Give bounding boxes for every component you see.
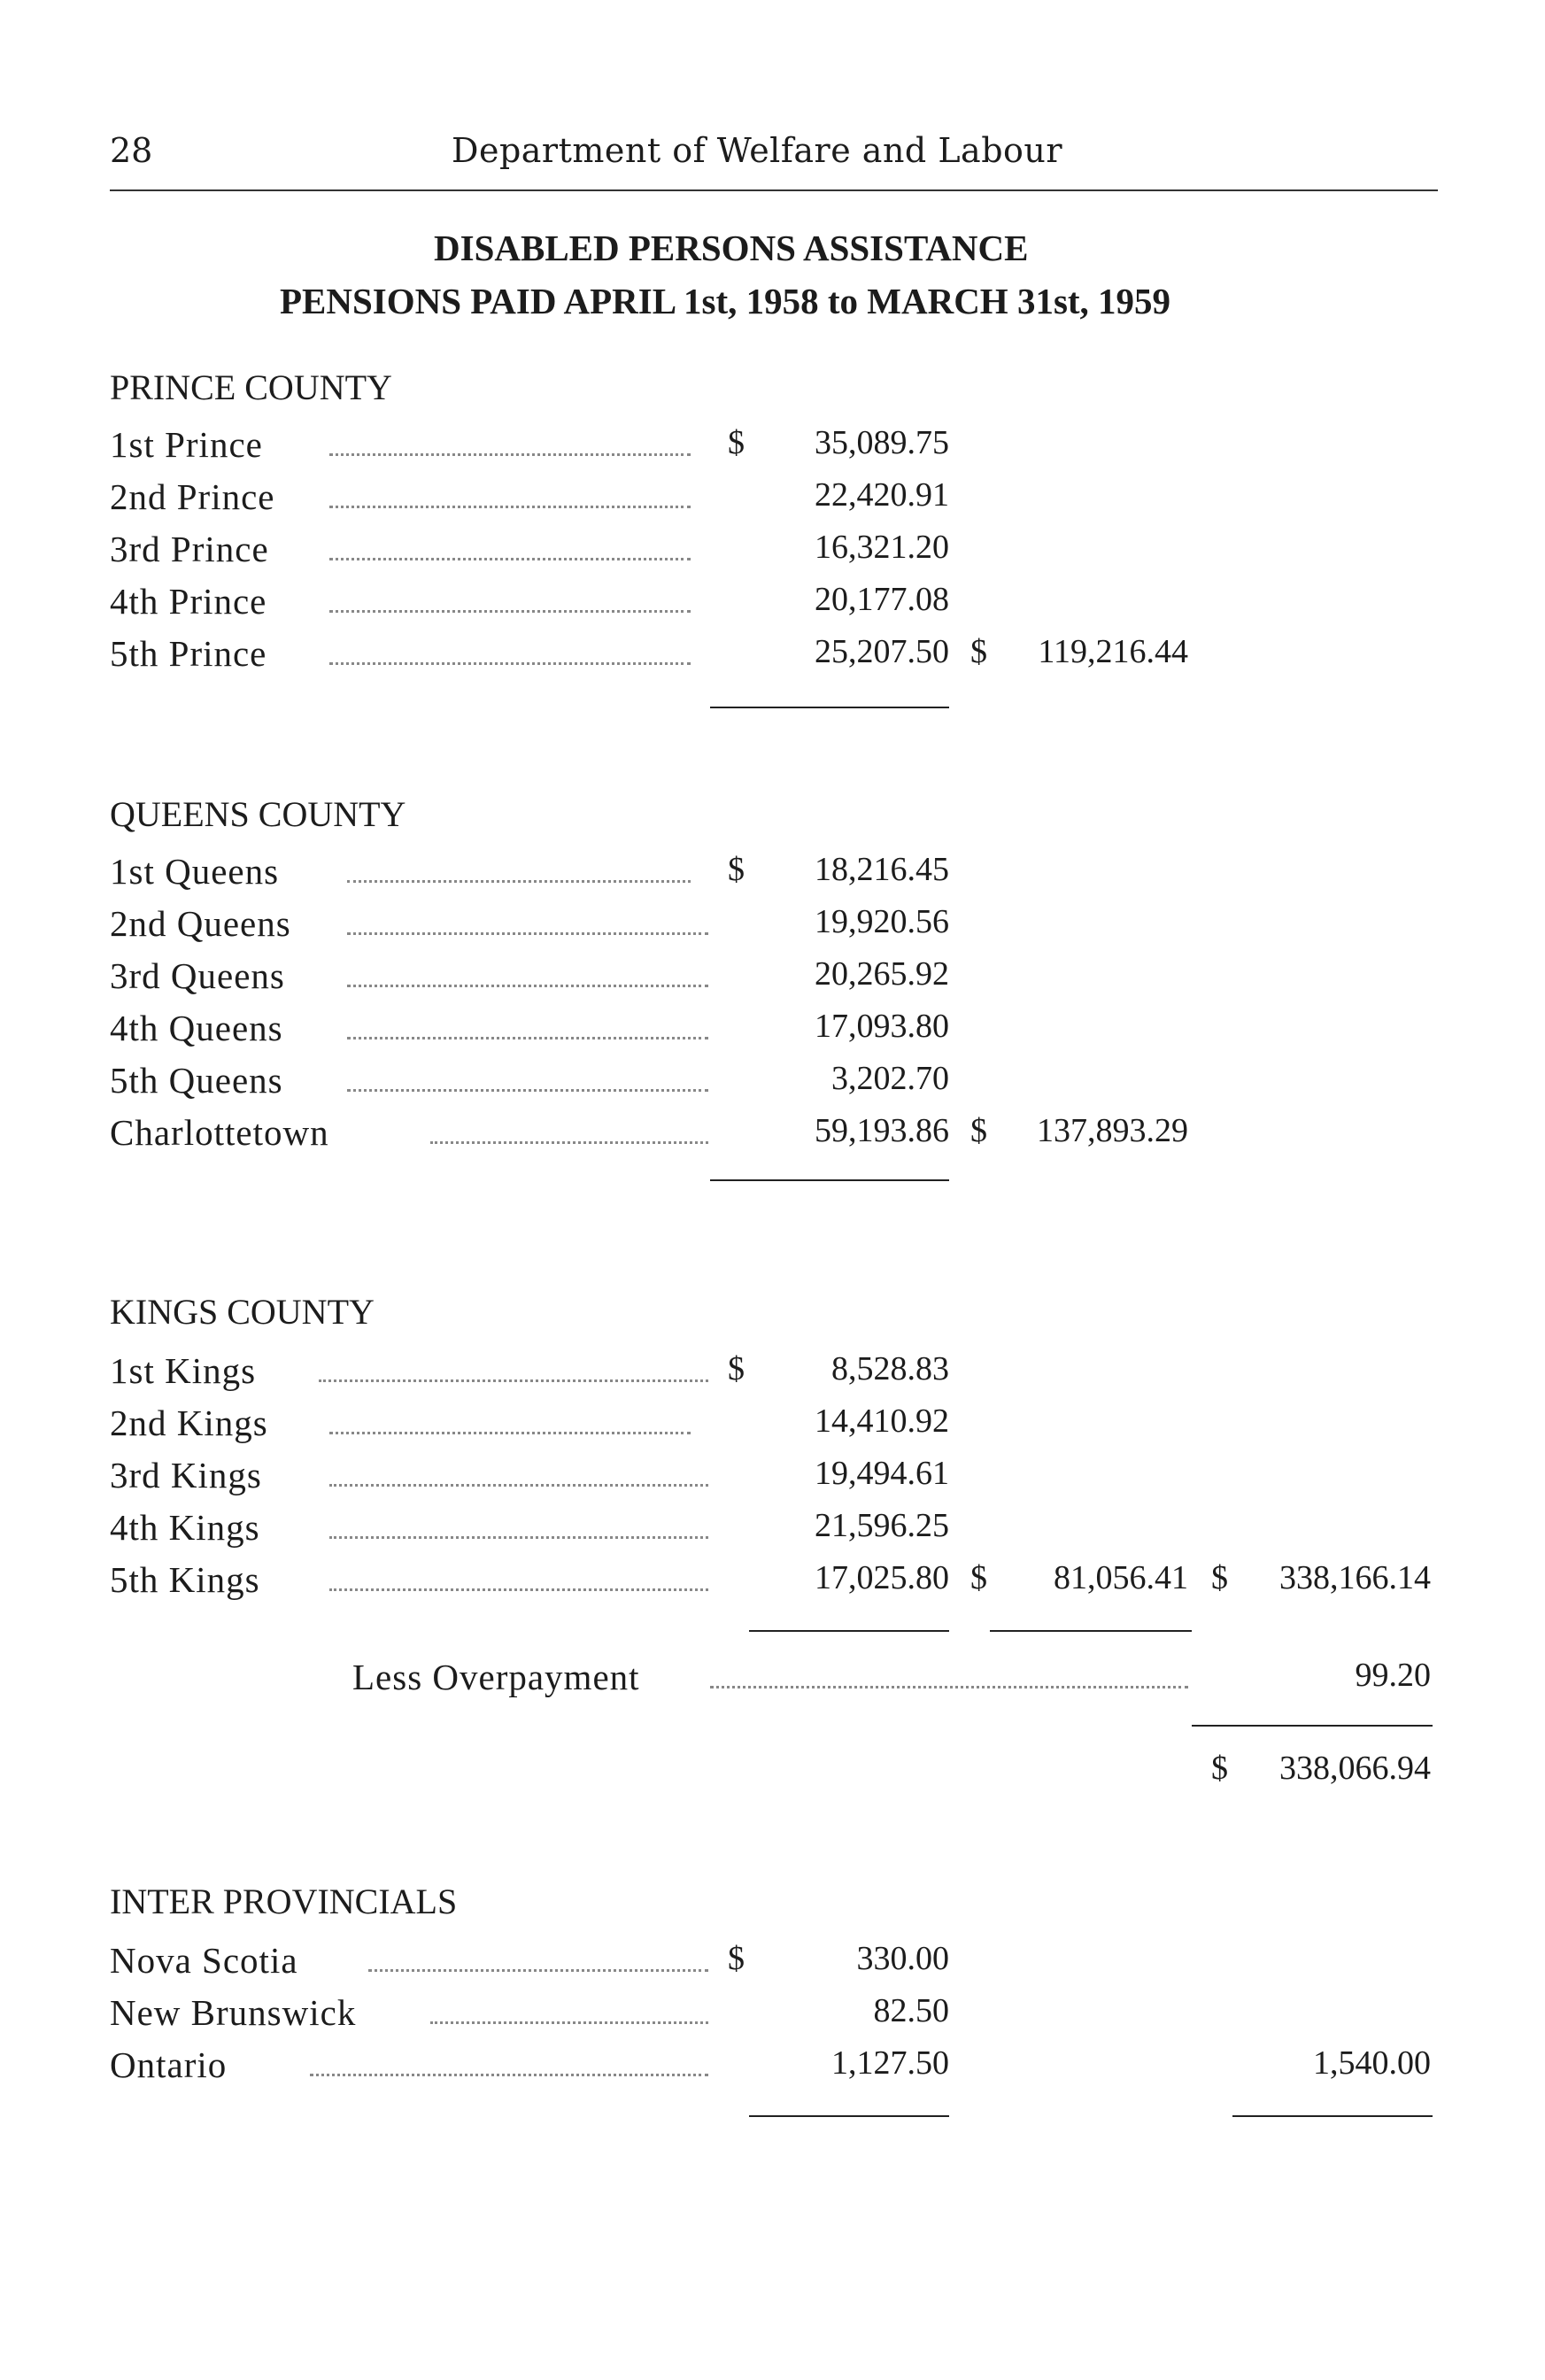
table-row-amount: 59,193.86 [815, 1112, 949, 1149]
overpayment-amount: 99.20 [1355, 1657, 1431, 1694]
table-row-label: 4th Queens [110, 1008, 283, 1048]
table-row-label: Nova Scotia [110, 1940, 298, 1981]
dollar-sign: $ [1211, 1559, 1228, 1596]
table-row-amount: 19,494.61 [815, 1455, 949, 1492]
table-row-label: 5th Queens [110, 1060, 283, 1101]
dot-leader [347, 880, 691, 883]
table-row-amount: 20,265.92 [815, 955, 949, 993]
total-rule [1192, 1725, 1433, 1727]
table-row-amount: 82.50 [873, 1992, 949, 2029]
dot-leader [430, 2021, 708, 2024]
header-rule [110, 189, 1438, 191]
dollar-sign: $ [970, 633, 987, 670]
dollar-sign: $ [1211, 1750, 1228, 1787]
table-row-amount: 17,093.80 [815, 1008, 949, 1045]
dot-leader [347, 1089, 708, 1092]
dot-leader [319, 1379, 708, 1382]
table-row-amount: 14,410.92 [815, 1402, 949, 1440]
dollar-sign: $ [728, 424, 745, 461]
dot-leader [329, 610, 691, 613]
dot-leader [329, 558, 691, 560]
table-row-amount: 16,321.20 [815, 529, 949, 566]
dot-leader [430, 1141, 708, 1144]
table-row-amount: 8,528.83 [831, 1350, 949, 1387]
table-row-label: 2nd Kings [110, 1402, 268, 1443]
table-row-label: 2nd Queens [110, 903, 291, 944]
dot-leader [347, 1037, 708, 1039]
table-row-label: 2nd Prince [110, 476, 275, 517]
total-rule [749, 2115, 949, 2117]
dot-leader [710, 1686, 1188, 1688]
table-row-label: 5th Kings [110, 1559, 260, 1600]
table-row-amount: 19,920.56 [815, 903, 949, 940]
total-rule [990, 1630, 1192, 1632]
table-row-label: 4th Kings [110, 1507, 260, 1548]
table-row-amount: 25,207.50 [815, 633, 949, 670]
page-subtitle: PENSIONS PAID APRIL 1st, 1958 to MARCH 31st, 1959 [280, 281, 1171, 321]
table-row-amount: 20,177.08 [815, 581, 949, 618]
dot-leader [329, 662, 691, 665]
overpayment-label: Less Overpayment [352, 1657, 640, 1697]
dot-leader [329, 453, 691, 456]
table-row-label: 5th Prince [110, 633, 267, 674]
table-row-label: 3rd Prince [110, 529, 269, 569]
table-row-amount: 1,127.50 [831, 2044, 949, 2082]
dollar-sign: $ [970, 1112, 987, 1149]
section-heading-queens: QUEENS COUNTY [110, 794, 406, 834]
table-row-amount: 18,216.45 [815, 851, 949, 888]
subtotal-prince: 119,216.44 [1038, 633, 1188, 670]
dot-leader [329, 506, 691, 508]
dollar-sign: $ [728, 1940, 745, 1977]
grand-total: 338,166.14 [1279, 1559, 1431, 1596]
section-heading-kings: KINGS COUNTY [110, 1292, 375, 1332]
table-row-label: 3rd Queens [110, 955, 285, 996]
dot-leader [347, 932, 708, 935]
table-row-label: 1st Queens [110, 851, 280, 892]
dot-leader [347, 985, 708, 987]
table-row-label: 3rd Kings [110, 1455, 262, 1495]
table-row-label: 1st Kings [110, 1350, 257, 1391]
net-total: 338,066.94 [1279, 1750, 1431, 1787]
table-row-label: New Brunswick [110, 1992, 357, 2033]
total-rule [710, 707, 949, 708]
table-row-amount: 22,420.91 [815, 476, 949, 514]
table-row-amount: 35,089.75 [815, 424, 949, 461]
dot-leader [329, 1432, 691, 1434]
dot-leader [329, 1536, 708, 1539]
section-heading-inter-provincials: INTER PROVINCIALS [110, 1882, 458, 1921]
table-row-label: Ontario [110, 2044, 228, 2085]
dollar-sign: $ [728, 851, 745, 888]
table-row-amount: 3,202.70 [831, 1060, 949, 1097]
page-number: 28 [110, 131, 153, 170]
dollar-sign: $ [970, 1559, 987, 1596]
inter-provincials-total: 1,540.00 [1313, 2044, 1431, 2082]
section-heading-prince: PRINCE COUNTY [110, 367, 392, 407]
dot-leader [329, 1484, 708, 1487]
page-title: DISABLED PERSONS ASSISTANCE [434, 228, 1029, 268]
table-row-amount: 21,596.25 [815, 1507, 949, 1544]
table-row-label: Charlottetown [110, 1112, 329, 1153]
running-title: Department of Welfare and Labour [452, 131, 1063, 170]
total-rule [749, 1630, 949, 1632]
subtotal-kings: 81,056.41 [1054, 1559, 1188, 1596]
table-row-amount: 330.00 [856, 1940, 949, 1977]
table-row-label: 4th Prince [110, 581, 267, 622]
total-rule [1232, 2115, 1433, 2117]
dot-leader [329, 1588, 708, 1591]
total-rule [710, 1179, 949, 1181]
table-row-label: 1st Prince [110, 424, 263, 465]
dot-leader [310, 2074, 708, 2076]
dollar-sign: $ [728, 1350, 745, 1387]
dot-leader [368, 1969, 708, 1972]
table-row-amount: 17,025.80 [815, 1559, 949, 1596]
subtotal-queens: 137,893.29 [1037, 1112, 1188, 1149]
